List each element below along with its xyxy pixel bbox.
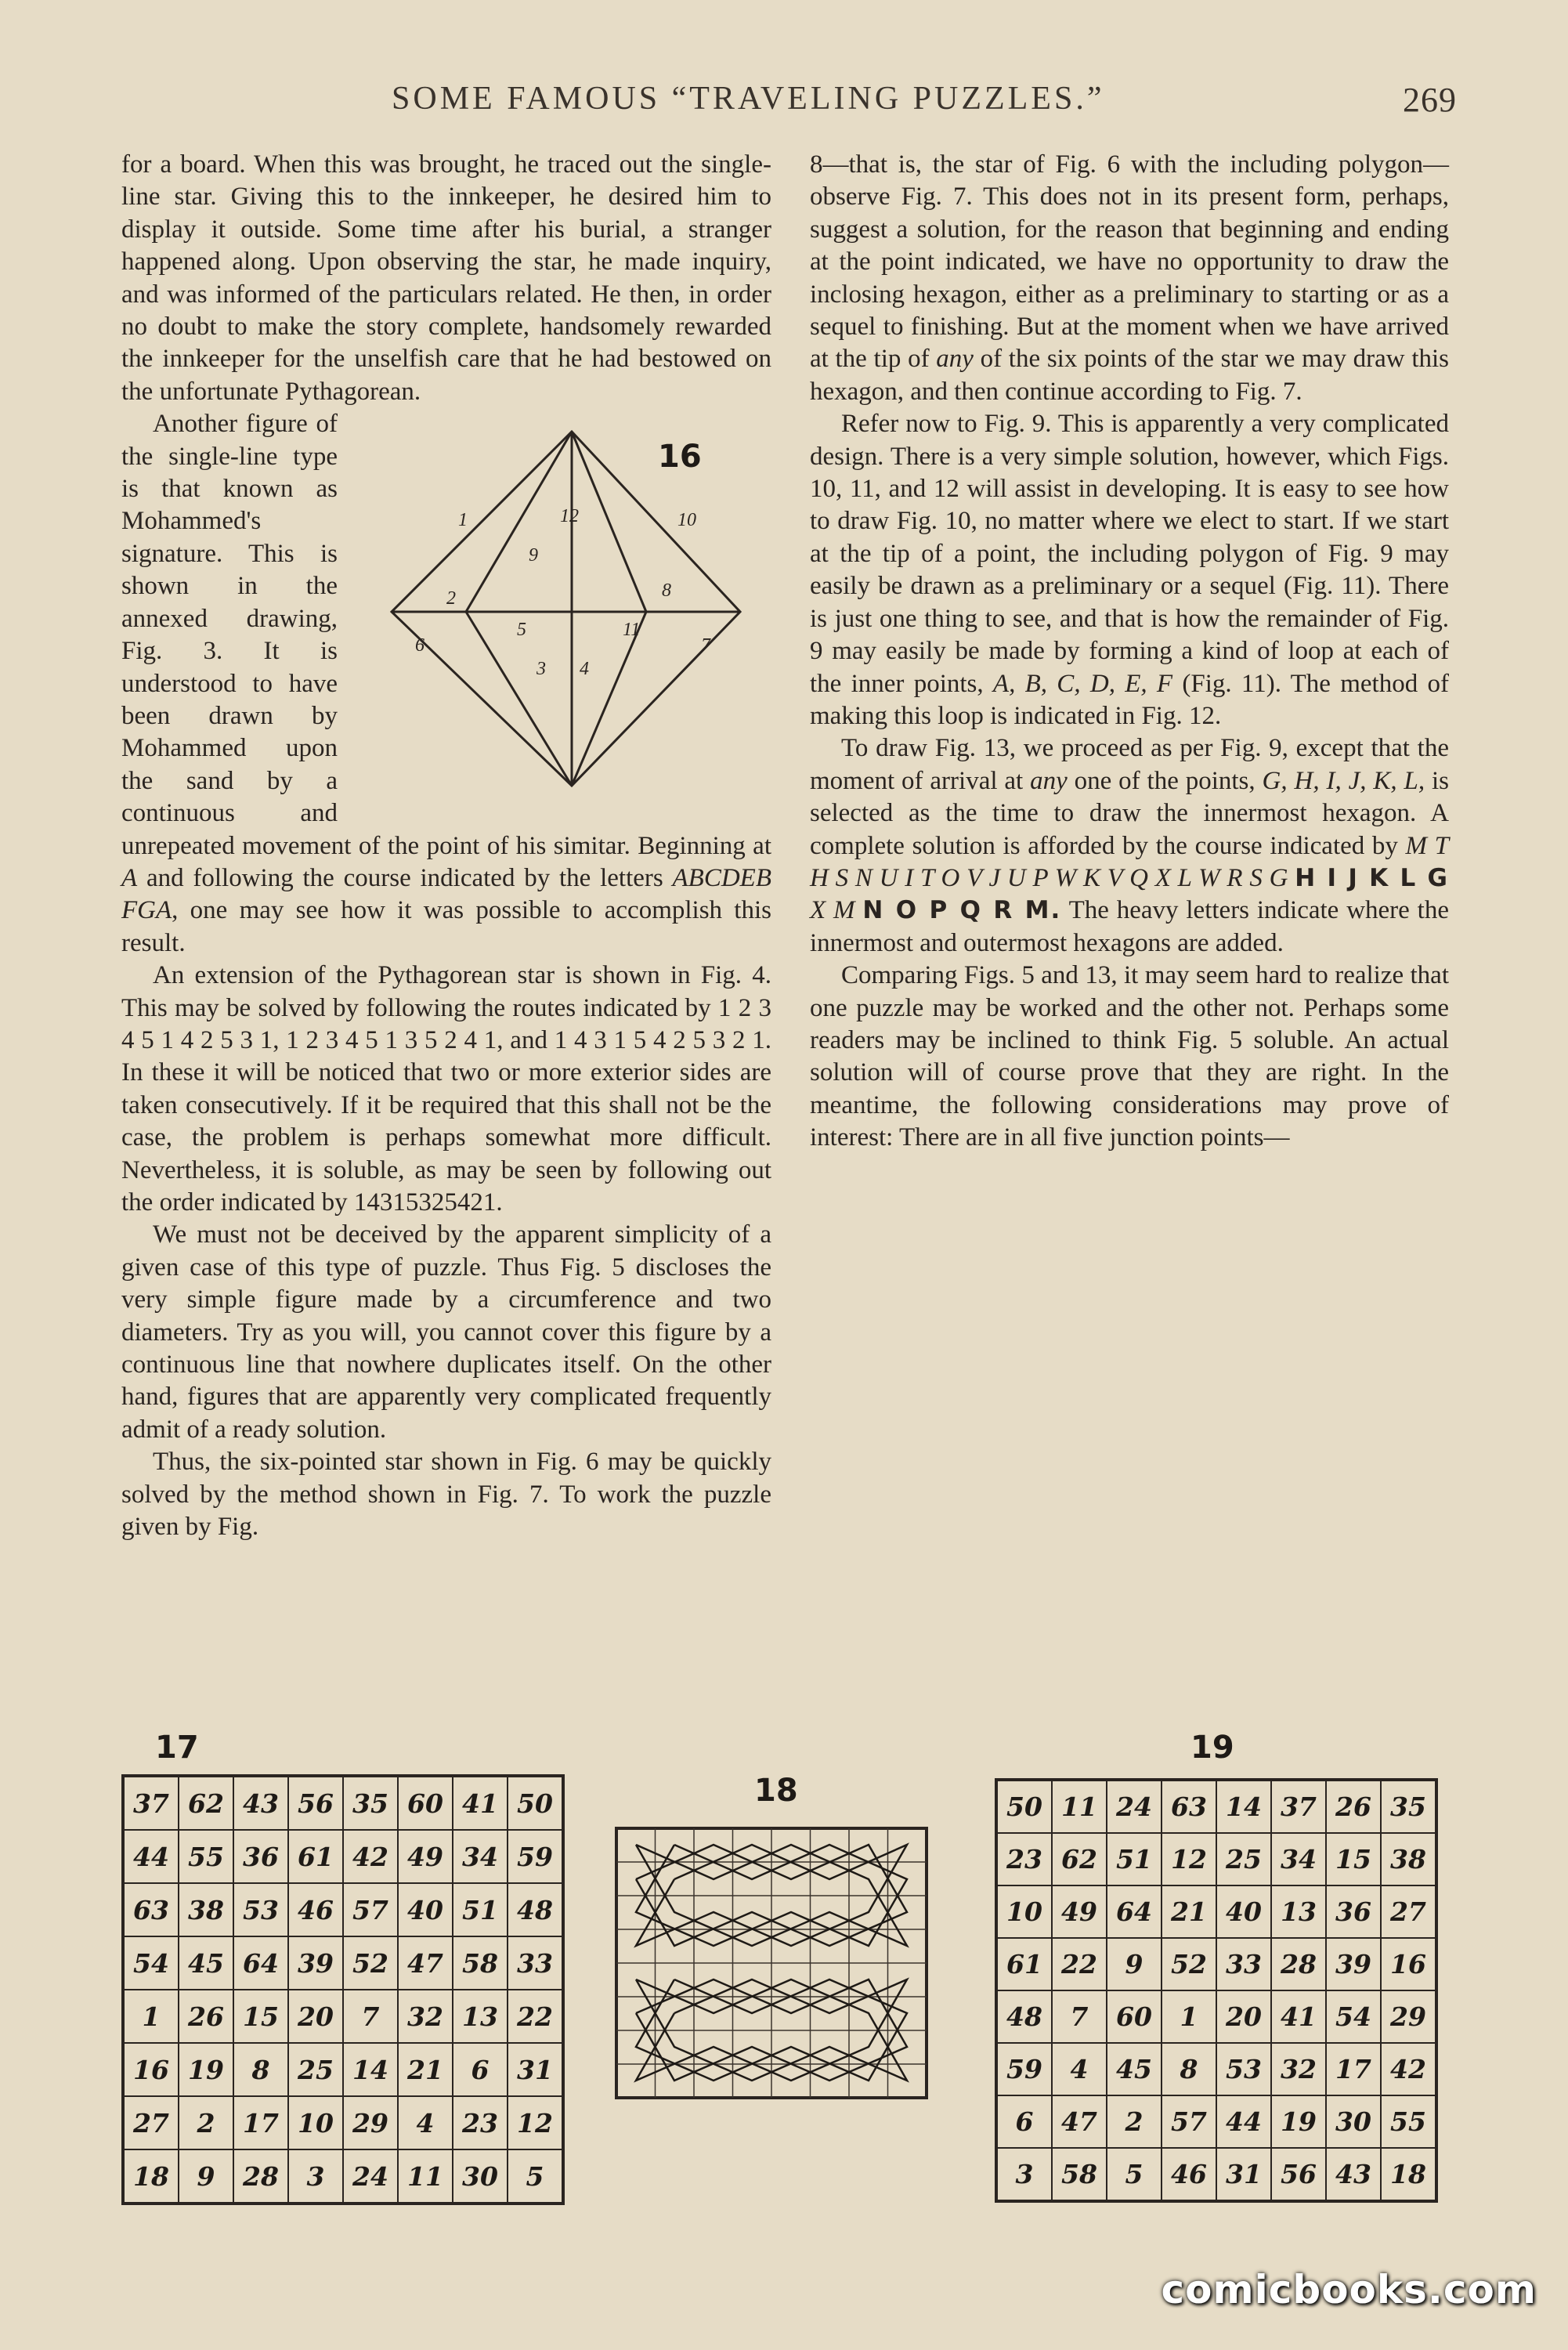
- grid-cell: 14: [1216, 1780, 1271, 1833]
- grid-cell: 28: [233, 2149, 288, 2204]
- grid-cell: 59: [508, 1830, 563, 1883]
- grid-cell: 51: [453, 1883, 508, 1936]
- grid-cell: 2: [179, 2096, 233, 2149]
- paragraph: [810, 408, 1449, 732]
- grid-cell: 54: [123, 1936, 179, 1990]
- grid-cell: 46: [288, 1883, 343, 1936]
- grid-row: [123, 1883, 563, 1936]
- grid-cell: 8: [1162, 2043, 1216, 2095]
- grid-cell: 29: [343, 2096, 398, 2149]
- grid-cell: 53: [1216, 2043, 1271, 2095]
- grid-cell: 55: [179, 1830, 233, 1883]
- paragraph: [810, 149, 1449, 408]
- bold-course: N O P Q R M.: [862, 896, 1062, 925]
- grid-cell: 7: [343, 1990, 398, 2043]
- grid-row: [123, 2043, 563, 2096]
- figure-17-magic-square: [121, 1774, 565, 2205]
- grid-cell: 63: [123, 1883, 179, 1936]
- grid-cell: 26: [1326, 1780, 1381, 1833]
- grid-cell: 36: [233, 1830, 288, 1883]
- grid-cell: 31: [1216, 2148, 1271, 2201]
- grid-cell: 25: [1216, 1833, 1271, 1885]
- grid-cell: 42: [343, 1830, 398, 1883]
- grid-cell: 56: [1271, 2148, 1326, 2201]
- grid-cell: 10: [288, 2096, 343, 2149]
- grid-cell: 59: [996, 2043, 1052, 2095]
- page-number: 269: [1403, 81, 1457, 119]
- grid-cell: 27: [123, 2096, 179, 2149]
- edge-label: 9: [529, 545, 538, 566]
- grid-row: [996, 2043, 1436, 2095]
- grid-cell: 40: [398, 1883, 453, 1936]
- grid-cell: 6: [453, 2043, 508, 2096]
- grid-cell: 12: [508, 2096, 563, 2149]
- grid-row: [123, 1936, 563, 1990]
- grid-cell: 35: [1381, 1780, 1436, 1833]
- paragraph-text: one of the points,: [1067, 766, 1263, 795]
- grid-cell: 9: [1107, 1938, 1162, 1990]
- grid-cell: 57: [343, 1883, 398, 1936]
- grid-cell: 56: [288, 1776, 343, 1830]
- grid-cell: 4: [1052, 2043, 1107, 2095]
- grid-cell: 33: [1216, 1938, 1271, 1990]
- octahedron-diagram: [380, 416, 818, 800]
- grid-row: [123, 2096, 563, 2149]
- paragraph-text: and following the course indicated by the letters: [137, 863, 673, 892]
- grid-cell: 50: [996, 1780, 1052, 1833]
- grid-cell: 44: [123, 1830, 179, 1883]
- grid-cell: 23: [996, 1833, 1052, 1885]
- grid-row: [996, 2095, 1436, 2148]
- grid-cell: 64: [233, 1936, 288, 1990]
- grid-cell: 50: [508, 1776, 563, 1830]
- grid-row: [996, 1833, 1436, 1885]
- grid-cell: 60: [398, 1776, 453, 1830]
- left-column: [121, 149, 771, 1543]
- grid-row: [123, 1830, 563, 1883]
- paragraph: Comparing Figs. 5 and 13, it may seem hard to realize that one puzzle may be worked and the other not. Perhaps some readers may be inclined to think Fig. 5 soluble. An actual solution will of course prove that they are right. In the meantime, the following considerations may prove of interest: There are in all five junction points—: [810, 961, 1449, 1152]
- grid-cell: 13: [1271, 1885, 1326, 1938]
- grid-row: [996, 1990, 1436, 2043]
- edge-label: 7: [701, 635, 710, 656]
- grid-cell: 15: [1326, 1833, 1381, 1885]
- grid-row: [996, 1885, 1436, 1938]
- grid-cell: 64: [1107, 1885, 1162, 1938]
- grid-cell: 42: [1381, 2043, 1436, 2095]
- grid-cell: 24: [1107, 1780, 1162, 1833]
- grid-cell: 58: [453, 1936, 508, 1990]
- paragraph-text: , one may see how it was possible to accomplish this result.: [121, 896, 771, 957]
- paragraph: We must not be deceived by the apparent simplicity of a given case of this type of puzzle. Thus Fig. 5 discloses the very simple figure made by a circumference and two diameters. Try as you will, you cannot cover this figure by a continuous line that nowhere duplicates itself. On the other hand, figures that are apparently very complicated frequently admit of a ready solution.: [121, 1220, 771, 1444]
- paragraph-text: (Fig. 11). The method of making this loop is indicated in Fig. 12.: [810, 669, 1449, 730]
- grid-cell: 60: [1107, 1990, 1162, 2043]
- grid-cell: 13: [453, 1990, 508, 2043]
- figure-label-18: 18: [754, 1773, 798, 1809]
- grid-cell: 41: [1271, 1990, 1326, 2043]
- italic-word: any: [936, 345, 974, 374]
- figure-18-knight-tour: [615, 1827, 928, 2103]
- grid-cell: 12: [1162, 1833, 1216, 1885]
- grid-cell: 15: [233, 1990, 288, 2043]
- grid-cell: 25: [288, 2043, 343, 2096]
- figure-label-19: 19: [1190, 1730, 1234, 1766]
- grid-cell: 20: [288, 1990, 343, 2043]
- grid-cell: 39: [288, 1936, 343, 1990]
- italic-points: G, H, I, J, K, L,: [1262, 766, 1425, 795]
- grid-cell: 11: [1052, 1780, 1107, 1833]
- paragraph-text: To draw Fig. 13, we proceed as per Fig. 9, except that the moment of arrival at: [810, 734, 1449, 795]
- grid-cell: 57: [1162, 2095, 1216, 2148]
- grid-row: [123, 1990, 563, 2043]
- grid-row: [123, 2149, 563, 2204]
- edge-label: 10: [677, 510, 696, 531]
- grid-cell: 22: [1052, 1938, 1107, 1990]
- grid-cell: 7: [1052, 1990, 1107, 2043]
- watermark-logo: comicbooks.com: [1161, 2267, 1537, 2312]
- bold-course: H I J K L G: [1295, 863, 1449, 892]
- italic-course: M T H S N U I T O V J U P W K V Q X L W R S G: [810, 831, 1450, 892]
- grid-cell: 33: [508, 1936, 563, 1990]
- edge-label: 3: [537, 659, 546, 680]
- edge-label: 5: [517, 620, 526, 641]
- grid-cell: 16: [123, 2043, 179, 2096]
- italic-letter: A: [121, 863, 138, 892]
- grid-19: [995, 1778, 1438, 2203]
- paragraph: [810, 732, 1449, 960]
- grid-cell: 16: [1381, 1938, 1436, 1990]
- grid-cell: 37: [1271, 1780, 1326, 1833]
- figure-label-17: 17: [155, 1730, 199, 1766]
- grid-cell: 11: [398, 2149, 453, 2204]
- grid-cell: 5: [508, 2149, 563, 2204]
- paragraph-text: The heavy letters indicate where the innermost and outermost hexagons are added.: [810, 896, 1449, 957]
- grid-cell: 62: [179, 1776, 233, 1830]
- italic-course: X M: [810, 896, 855, 925]
- grid-row: [996, 2148, 1436, 2201]
- knight-tour-diagram: [615, 1827, 928, 2099]
- grid-cell: 23: [453, 2096, 508, 2149]
- grid-cell: 28: [1271, 1938, 1326, 1990]
- italic-points: A, B, C, D, E, F: [992, 669, 1173, 698]
- edge-label: 8: [662, 580, 671, 602]
- grid-cell: 34: [453, 1830, 508, 1883]
- paragraph-text: Refer now to Fig. 9. This is apparently a very complicated design. There is a very simple solution, however, which Figs. 10, 11, and 12 will assist in developing. It is easy to see how to draw Fig. 10, no matter where we elect to start. If we start at the tip of a point, the including polygon of Fig. 9 may easily be drawn as a preliminary or a sequel (Fig. 11). There is just one thing to see, and that is how the remainder of Fig. 9 may easily be made by forming a kind of loop at each of the inner points,: [810, 410, 1449, 698]
- grid-cell: 36: [1326, 1885, 1381, 1938]
- grid-row: [996, 1938, 1436, 1990]
- paragraph: Thus, the six-pointed star shown in Fig. 6 may be quickly solved by the method shown in Fig. 7. To work the puzzle given by Fig.: [121, 1448, 771, 1542]
- edge-label: 4: [580, 659, 589, 680]
- grid-row: [123, 1776, 563, 1830]
- grid-cell: 61: [996, 1938, 1052, 1990]
- grid-cell: 34: [1271, 1833, 1326, 1885]
- edge-label: 1: [458, 510, 468, 531]
- paragraph: [121, 408, 771, 960]
- grid-cell: 45: [179, 1936, 233, 1990]
- paragraph-text: Another figure of the single-line type is that known as Mohammed's signature. This is shown in the annexed drawing, Fig. 3. It is understood to have been drawn by Mohammed upon the sand by a continuous and unrepeated movement of the point of his simitar. Beginning at: [121, 410, 771, 860]
- grid-cell: 1: [123, 1990, 179, 2043]
- paragraph-text: is selected as the time to draw the innermost hexagon. A complete solution is afforded by the course indicated by: [810, 766, 1449, 860]
- grid-cell: 48: [996, 1990, 1052, 2043]
- grid-cell: 9: [179, 2149, 233, 2204]
- italic-letters: ABCDEB FGA: [121, 863, 771, 925]
- grid-cell: 19: [1271, 2095, 1326, 2148]
- grid-cell: 14: [343, 2043, 398, 2096]
- grid-cell: 22: [508, 1990, 563, 2043]
- grid-cell: 44: [1216, 2095, 1271, 2148]
- grid-cell: 19: [179, 2043, 233, 2096]
- running-header: [125, 75, 1457, 122]
- grid-cell: 5: [1107, 2148, 1162, 2201]
- grid-cell: 38: [1381, 1833, 1436, 1885]
- grid-cell: 20: [1216, 1990, 1271, 2043]
- right-column: [810, 149, 1449, 1155]
- grid-cell: 62: [1052, 1833, 1107, 1885]
- grid-cell: 55: [1381, 2095, 1436, 2148]
- grid-cell: 30: [453, 2149, 508, 2204]
- grid-cell: 47: [1052, 2095, 1107, 2148]
- grid-cell: 10: [996, 1885, 1052, 1938]
- grid-cell: 1: [1162, 1990, 1216, 2043]
- figure-16: [349, 416, 787, 800]
- grid-cell: 53: [233, 1883, 288, 1936]
- grid-cell: 31: [508, 2043, 563, 2096]
- chapter-title: SOME FAMOUS “TRAVELING PUZZLES.”: [392, 81, 1105, 117]
- grid-cell: 29: [1381, 1990, 1436, 2043]
- grid-cell: 52: [1162, 1938, 1216, 1990]
- grid-cell: 38: [179, 1883, 233, 1936]
- grid-17: [121, 1774, 565, 2205]
- figure-label-16: 16: [658, 439, 702, 475]
- grid-cell: 6: [996, 2095, 1052, 2148]
- grid-cell: 27: [1381, 1885, 1436, 1938]
- grid-cell: 46: [1162, 2148, 1216, 2201]
- grid-cell: 45: [1107, 2043, 1162, 2095]
- grid-cell: 39: [1326, 1938, 1381, 1990]
- paragraph-text: 8—that is, the star of Fig. 6 with the including polygon—observe Fig. 7. This does not in its present form, perhaps, suggest a solution, for the reason that beginning and ending at the point indicated, we have no opportunity to draw the inclosing hexagon, either as a preliminary to starting or as a sequel to finishing. But at the moment when we have arrived at the tip of: [810, 150, 1449, 374]
- grid-cell: 21: [1162, 1885, 1216, 1938]
- grid-cell: 58: [1052, 2148, 1107, 2201]
- grid-cell: 26: [179, 1990, 233, 2043]
- edge-label: 11: [623, 620, 641, 641]
- grid-cell: 51: [1107, 1833, 1162, 1885]
- grid-cell: 35: [343, 1776, 398, 1830]
- grid-cell: 40: [1216, 1885, 1271, 1938]
- italic-word: any: [1030, 766, 1068, 795]
- grid-cell: 4: [398, 2096, 453, 2149]
- edge-label: 6: [415, 635, 425, 656]
- grid-cell: 52: [343, 1936, 398, 1990]
- grid-cell: 43: [1326, 2148, 1381, 2201]
- grid-cell: 48: [508, 1883, 563, 1936]
- grid-cell: 3: [288, 2149, 343, 2204]
- grid-cell: 18: [1381, 2148, 1436, 2201]
- edge-label: 2: [446, 588, 456, 609]
- grid-cell: 54: [1326, 1990, 1381, 2043]
- grid-cell: 24: [343, 2149, 398, 2204]
- grid-cell: 3: [996, 2148, 1052, 2201]
- grid-cell: 21: [398, 2043, 453, 2096]
- figure-19-magic-square: [995, 1778, 1438, 2203]
- grid-cell: 32: [1271, 2043, 1326, 2095]
- edge-label: 12: [560, 506, 579, 527]
- grid-cell: 2: [1107, 2095, 1162, 2148]
- paragraph: An extension of the Pythagorean star is shown in Fig. 4. This may be solved by following the routes indicated by 1 2 3 4 5 1 4 2 5 3 1, 1 2 3 4 5 1 3 5 2 4 1, and 1 4 3 1 5 4 2 5 3 2 1. In these it will be noticed that two or more exterior sides are taken consecutively. If it be required that this shall not be the case, the problem is perhaps somewhat more difficult. Nevertheless, it is soluble, as may be seen by following out the order indicated by 14315325421.: [121, 961, 771, 1217]
- grid-cell: 61: [288, 1830, 343, 1883]
- grid-cell: 43: [233, 1776, 288, 1830]
- grid-cell: 41: [453, 1776, 508, 1830]
- grid-cell: 30: [1326, 2095, 1381, 2148]
- grid-cell: 32: [398, 1990, 453, 2043]
- grid-row: [996, 1780, 1436, 1833]
- grid-cell: 63: [1162, 1780, 1216, 1833]
- grid-cell: 49: [398, 1830, 453, 1883]
- grid-cell: 17: [1326, 2043, 1381, 2095]
- grid-cell: 8: [233, 2043, 288, 2096]
- paragraph-text: of the six points of the star we may draw this hexagon, and then continue according to Fig. 7.: [810, 345, 1449, 406]
- grid-cell: 18: [123, 2149, 179, 2204]
- grid-cell: 37: [123, 1776, 179, 1830]
- paragraph: for a board. When this was brought, he traced out the single-line star. Giving this to the innkeeper, he desired him to display it outside. Some time after his burial, a stranger happened along. Upon observing the star, he made inquiry, and was informed of the particulars related. He then, in order no doubt to make the story complete, handsomely rewarded the innkeeper for the unselfish care that he had bestowed on the unfortunate Pythagorean.: [121, 150, 771, 406]
- grid-cell: 47: [398, 1936, 453, 1990]
- grid-cell: 17: [233, 2096, 288, 2149]
- grid-cell: 49: [1052, 1885, 1107, 1938]
